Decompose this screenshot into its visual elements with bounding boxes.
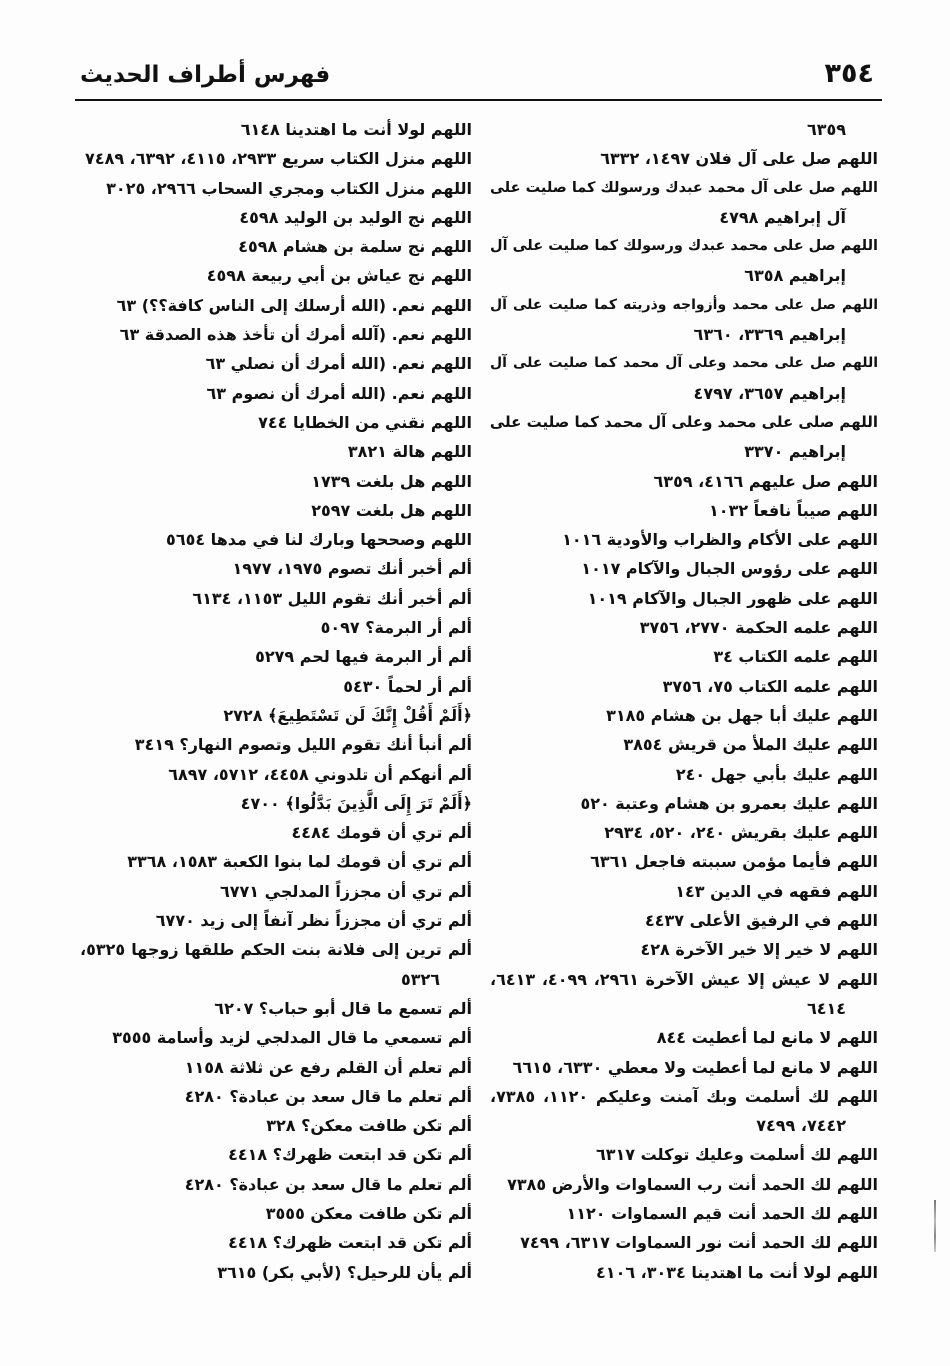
index-entry bbox=[80, 1170, 472, 1199]
index-entry bbox=[490, 789, 878, 818]
entry-text: اللهم لولا أنت ما اهتدينا ٣٠٣٤، ٤١٠٦ bbox=[596, 1262, 878, 1282]
index-entry bbox=[80, 203, 472, 232]
index-entry bbox=[80, 496, 472, 525]
index-entry bbox=[80, 789, 472, 818]
entry-text: اللهم عليك أبا جهل بن هشام ٣١٨٥ bbox=[606, 705, 878, 725]
index-entry bbox=[80, 1023, 472, 1052]
entry-text: ألم تكن قد ابتعت ظهرك؟ ٤٤١٨ bbox=[228, 1233, 472, 1253]
entry-continuation: إبراهيم ٣٦٥٧، ٤٧٩٧ bbox=[693, 383, 846, 403]
entry-text: ألم تري أن قومك لما بنوا الكعبة ١٥٨٣، ٣٣٦٨ bbox=[127, 852, 472, 872]
entry-continuation: ٥٣٢٦ bbox=[400, 969, 440, 989]
index-entry bbox=[80, 115, 472, 144]
entry-text: اللهم نج الوليد بن الوليد ٤٥٩٨ bbox=[239, 207, 472, 227]
entry-text: ألم أخبر أنك تقوم الليل ١١٥٣، ٦١٣٤ bbox=[192, 588, 472, 608]
index-entry bbox=[80, 349, 472, 378]
entry-text: اللهم لا مانع لما أعطيت ولا معطي ٦٣٣٠، ٦٦١٥ bbox=[512, 1057, 878, 1077]
index-entry bbox=[80, 760, 472, 789]
entry-text: اللهم صلى على محمد وعلى آل محمد كما صليت على bbox=[490, 412, 878, 431]
index-entry bbox=[490, 906, 878, 935]
entry-text: ألم تكن طافت معكن؟ ٣٢٨ bbox=[266, 1116, 472, 1136]
entry-continuation: ٦٤١٤ bbox=[806, 998, 846, 1018]
entry-text: ﴿أَلَمْ أَقُلْ إِنَّكَ لَن تَسْتَطِيعَ﴾ ٢٧٢٨ bbox=[223, 705, 472, 725]
entry-text: اللهم صيباً نافعاً ١٠٣٢ bbox=[709, 500, 878, 520]
entry-text: ألم أر البرمة فيها لحم ٥٢٧٩ bbox=[255, 647, 472, 667]
index-entry bbox=[80, 818, 472, 847]
entry-text: اللهم علمه الحكمة ٢٧٧٠، ٣٧٥٦ bbox=[639, 618, 878, 638]
index-entry bbox=[80, 847, 472, 876]
entry-text: اللهم نعم. (الله أمرك أن نصوم ٦٣ bbox=[206, 383, 472, 403]
entry-text: اللهم صل على محمد وأزواجه وذريته كما صليت على آل bbox=[490, 296, 878, 313]
index-entry bbox=[490, 554, 878, 583]
entry-text: اللهم هل بلغت ٢٥٩٧ bbox=[311, 500, 472, 520]
entry-text: ألم تعلم ما قال سعد بن عبادة؟ ٤٢٨٠ bbox=[184, 1086, 472, 1106]
index-entry bbox=[490, 760, 878, 789]
entry-text: ألم تعلم ما قال سعد بن عبادة؟ ٤٢٨٠ bbox=[184, 1174, 472, 1194]
entry-text: ألم أر لحماً ٥٤٣٠ bbox=[343, 676, 472, 696]
entry-text: اللهم صل على آل محمد عبدك ورسولك كما صليت على bbox=[490, 179, 878, 196]
entry-continuation: إبراهيم ٣٣٦٩، ٦٣٦٠ bbox=[693, 325, 846, 345]
entry-continuation: ٧٤٤٢، ٧٤٩٩ bbox=[756, 1116, 846, 1136]
index-entry bbox=[80, 554, 472, 583]
index-entry bbox=[80, 730, 472, 759]
index-entry bbox=[80, 467, 472, 496]
index-entry bbox=[490, 1258, 878, 1287]
index-entry bbox=[80, 935, 472, 994]
index-entry bbox=[490, 174, 878, 233]
entry-text: اللهم نج عياش بن أبي ربيعة ٤٥٩٨ bbox=[206, 266, 472, 286]
index-entry bbox=[490, 935, 878, 964]
entry-text: ألم أر البرمة؟ ٥٠٩٧ bbox=[320, 618, 472, 638]
index-entry bbox=[80, 1082, 472, 1111]
entry-text: ألم تسمعي ما قال المدلجي لزيد وأسامة ٣٥٥٥ bbox=[112, 1028, 472, 1048]
entry-text: اللهم لا عيش إلا عيش الآخرة ٢٩٦١، ٤٠٩٩، ٦٤١٣، bbox=[490, 969, 878, 989]
index-entry bbox=[490, 467, 878, 496]
index-entry bbox=[490, 1199, 878, 1228]
index-entry bbox=[80, 994, 472, 1023]
entry-carryover: ٦٣٥٩ bbox=[806, 120, 846, 139]
index-entry bbox=[490, 877, 878, 906]
index-entry bbox=[490, 291, 878, 350]
entry-text: اللهم لك الحمد أنت نور السماوات ٦٣١٧، ٧٤٩٩ bbox=[520, 1233, 878, 1253]
entry-text: ألم أنهكم أن تلدوني ٤٤٥٨، ٥٧١٢، ٦٨٩٧ bbox=[168, 764, 472, 784]
index-entry bbox=[490, 701, 878, 730]
entry-text: اللهم هالة ٣٨٢١ bbox=[347, 442, 472, 462]
index-column-left bbox=[80, 115, 472, 1287]
entry-text: اللهم لولا أنت ما اهتدينا ٦١٤٨ bbox=[240, 120, 472, 139]
scan-artifact bbox=[934, 1200, 936, 1252]
entry-text: اللهم فأيما مؤمن سببته فاجعل ٦٣٦١ bbox=[590, 852, 878, 872]
index-entry bbox=[80, 584, 472, 613]
index-entry bbox=[80, 1199, 472, 1228]
index-entry bbox=[80, 672, 472, 701]
entry-text: اللهم عليك بأبي جهل ٢٤٠ bbox=[675, 764, 878, 784]
entry-text: اللهم صل عليهم ٤١٦٦، ٦٣٥٩ bbox=[653, 471, 878, 491]
entry-text: اللهم لك أسلمت وعليك توكلت ٦٣١٧ bbox=[595, 1145, 878, 1165]
entry-text: اللهم لا مانع لما أعطيت ٨٤٤ bbox=[656, 1028, 878, 1048]
index-entry bbox=[80, 437, 472, 466]
entry-text: اللهم لك أسلمت وبك آمنت وعليكم ١١٢٠، ٧٣٨٥، bbox=[490, 1086, 878, 1106]
entry-text: اللهم في الرفيق الأعلى ٤٤٣٧ bbox=[644, 911, 878, 931]
entry-text: اللهم على الأكام والظراب والأودية ١٠١٦ bbox=[562, 530, 878, 550]
entry-text: اللهم عليك بعمرو بن هشام وعتبة ٥٢٠ bbox=[580, 793, 878, 813]
index-entry bbox=[80, 701, 472, 730]
index-entry bbox=[490, 408, 878, 467]
index-entry bbox=[490, 1053, 878, 1082]
entry-text: اللهم منزل الكتاب ومجري السحاب ٢٩٦٦، ٣٠٢٥ bbox=[106, 178, 472, 198]
entry-text: اللهم منزل الكتاب سريع ٢٩٣٣، ٤١١٥، ٦٣٩٢، ٧٤٨٩ bbox=[85, 149, 472, 169]
index-entry bbox=[80, 1140, 472, 1169]
index-entry bbox=[490, 584, 878, 613]
index-entry bbox=[80, 613, 472, 642]
page-number: ٣٥٤ bbox=[824, 58, 874, 89]
index-entry bbox=[80, 1228, 472, 1257]
entry-text: ألم تسمع ما قال أبو حباب؟ ٦٢٠٧ bbox=[214, 998, 472, 1018]
index-column-right bbox=[490, 115, 878, 1287]
index-entry bbox=[80, 379, 472, 408]
index-entry bbox=[490, 349, 878, 408]
index-entry bbox=[80, 408, 472, 437]
index-entry bbox=[490, 525, 878, 554]
index-entry bbox=[490, 1228, 878, 1257]
index-entry bbox=[490, 730, 878, 759]
entry-text: اللهم صل على محمد وعلى آل محمد كما صليت على آل bbox=[490, 355, 878, 372]
index-entry bbox=[80, 261, 472, 290]
entry-text: اللهم صل على آل فلان ١٤٩٧، ٦٣٣٢ bbox=[600, 149, 878, 169]
index-entry bbox=[80, 291, 472, 320]
entry-text: اللهم نقني من الخطايا ٧٤٤ bbox=[258, 412, 472, 432]
index-entry bbox=[80, 1053, 472, 1082]
entry-text: اللهم على ظهور الجبال والآكام ١٠١٩ bbox=[587, 588, 878, 608]
index-entry bbox=[80, 1258, 472, 1287]
index-entry bbox=[490, 847, 878, 876]
entry-text: ألم ترين إلى فلانة بنت الحكم طلقها زوجها ٥٣٢٥، bbox=[80, 940, 472, 960]
index-entry bbox=[490, 818, 878, 847]
entry-text: اللهم علمه الكتاب ٣٤ bbox=[713, 647, 878, 667]
entry-text: اللهم عليك الملأ من قريش ٣٨٥٤ bbox=[623, 735, 878, 755]
entry-text: اللهم على رؤوس الجبال والآكام ١٠١٧ bbox=[581, 559, 878, 579]
index-entry bbox=[490, 496, 878, 525]
entry-text: اللهم لك الحمد أنت رب السماوات والأرض ٧٣٨٥ bbox=[507, 1174, 878, 1194]
index-entry bbox=[490, 642, 878, 671]
index-entry bbox=[80, 174, 472, 203]
index-entry bbox=[490, 965, 878, 1024]
entry-text: ألم تري أن قومك ٤٤٨٤ bbox=[291, 823, 472, 843]
entry-text: اللهم علمه الكتاب ٧٥، ٣٧٥٦ bbox=[662, 676, 878, 696]
index-entry bbox=[490, 613, 878, 642]
entry-text: اللهم نعم. (آلله أمرك أن تأخذ هذه الصدقة ٦٣ bbox=[119, 325, 472, 345]
index-entry bbox=[80, 1111, 472, 1140]
index-entry bbox=[80, 906, 472, 935]
index-entry bbox=[490, 144, 878, 173]
entry-text: ألم أنبأ أنك تقوم الليل وتصوم النهار؟ ٣٤١٩ bbox=[134, 735, 472, 755]
entry-text: اللهم عليك بقريش ٢٤٠، ٥٢٠، ٢٩٣٤ bbox=[604, 823, 878, 843]
running-title: فهرس أطراف الحديث bbox=[80, 62, 331, 88]
entry-text: اللهم نعم. (الله أرسلك إلى الناس كافة؟؟) ٦٣ bbox=[116, 295, 472, 315]
entry-text: ألم تري أن مجززاً نظر آنفاً إلى زيد ٦٧٧٠ bbox=[155, 911, 472, 931]
header-rule bbox=[75, 99, 882, 101]
index-entry bbox=[80, 320, 472, 349]
entry-text: ألم يأن للرحيل؟ (لأبي بكر) ٣٦١٥ bbox=[217, 1262, 472, 1282]
entry-text: ألم تكن قد ابتعت ظهرك؟ ٤٤١٨ bbox=[228, 1145, 472, 1165]
entry-continuation: إبراهيم ٣٣٧٠ bbox=[744, 442, 846, 462]
entry-text: اللهم فقهه في الدين ١٤٣ bbox=[675, 881, 878, 901]
entry-text: اللهم وصححها وبارك لنا في مدها ٥٦٥٤ bbox=[166, 530, 472, 550]
index-entry bbox=[80, 232, 472, 261]
index-entry bbox=[80, 877, 472, 906]
entry-text: ﴿أَلَمْ تَرَ إِلَى الَّذِينَ بَدَّلُوا﴾ ٤٧٠٠ bbox=[240, 793, 472, 813]
index-entry bbox=[80, 642, 472, 671]
entry-text: اللهم صل على محمد عبدك ورسولك كما صليت على آل bbox=[490, 238, 878, 255]
index-entry bbox=[490, 232, 878, 291]
index-entry bbox=[490, 1140, 878, 1169]
entry-continuation: إبراهيم ٦٣٥٨ bbox=[744, 266, 846, 286]
entry-text: ألم تعلم أن القلم رفع عن ثلاثة ١١٥٨ bbox=[184, 1057, 472, 1077]
entry-text: ألم تكن طافت معكن ٣٥٥٥ bbox=[265, 1203, 472, 1223]
entry-text: ألم تري أن مجززاً المدلجي ٦٧٧١ bbox=[220, 881, 472, 901]
index-entry bbox=[490, 1023, 878, 1052]
entry-text: اللهم لا خير إلا خير الآخرة ٤٢٨ bbox=[640, 940, 878, 960]
index-entry bbox=[490, 1082, 878, 1141]
index-entry bbox=[490, 672, 878, 701]
index-entry bbox=[80, 144, 472, 173]
entry-text: ألم أخبر أنك تصوم ١٩٧٥، ١٩٧٧ bbox=[232, 559, 472, 579]
entry-text: اللهم نعم. (الله أمرك أن نصلي ٦٣ bbox=[205, 354, 472, 374]
index-entry bbox=[490, 1170, 878, 1199]
entry-text: اللهم نج سلمة بن هشام ٤٥٩٨ bbox=[238, 237, 472, 257]
entry-text: اللهم لك الحمد أنت قيم السماوات ١١٢٠ bbox=[566, 1203, 878, 1223]
index-entry bbox=[80, 525, 472, 554]
entry-text: اللهم هل بلغت ١٧٣٩ bbox=[311, 471, 472, 491]
entry-continuation: آل إبراهيم ٤٧٩٨ bbox=[719, 207, 846, 227]
